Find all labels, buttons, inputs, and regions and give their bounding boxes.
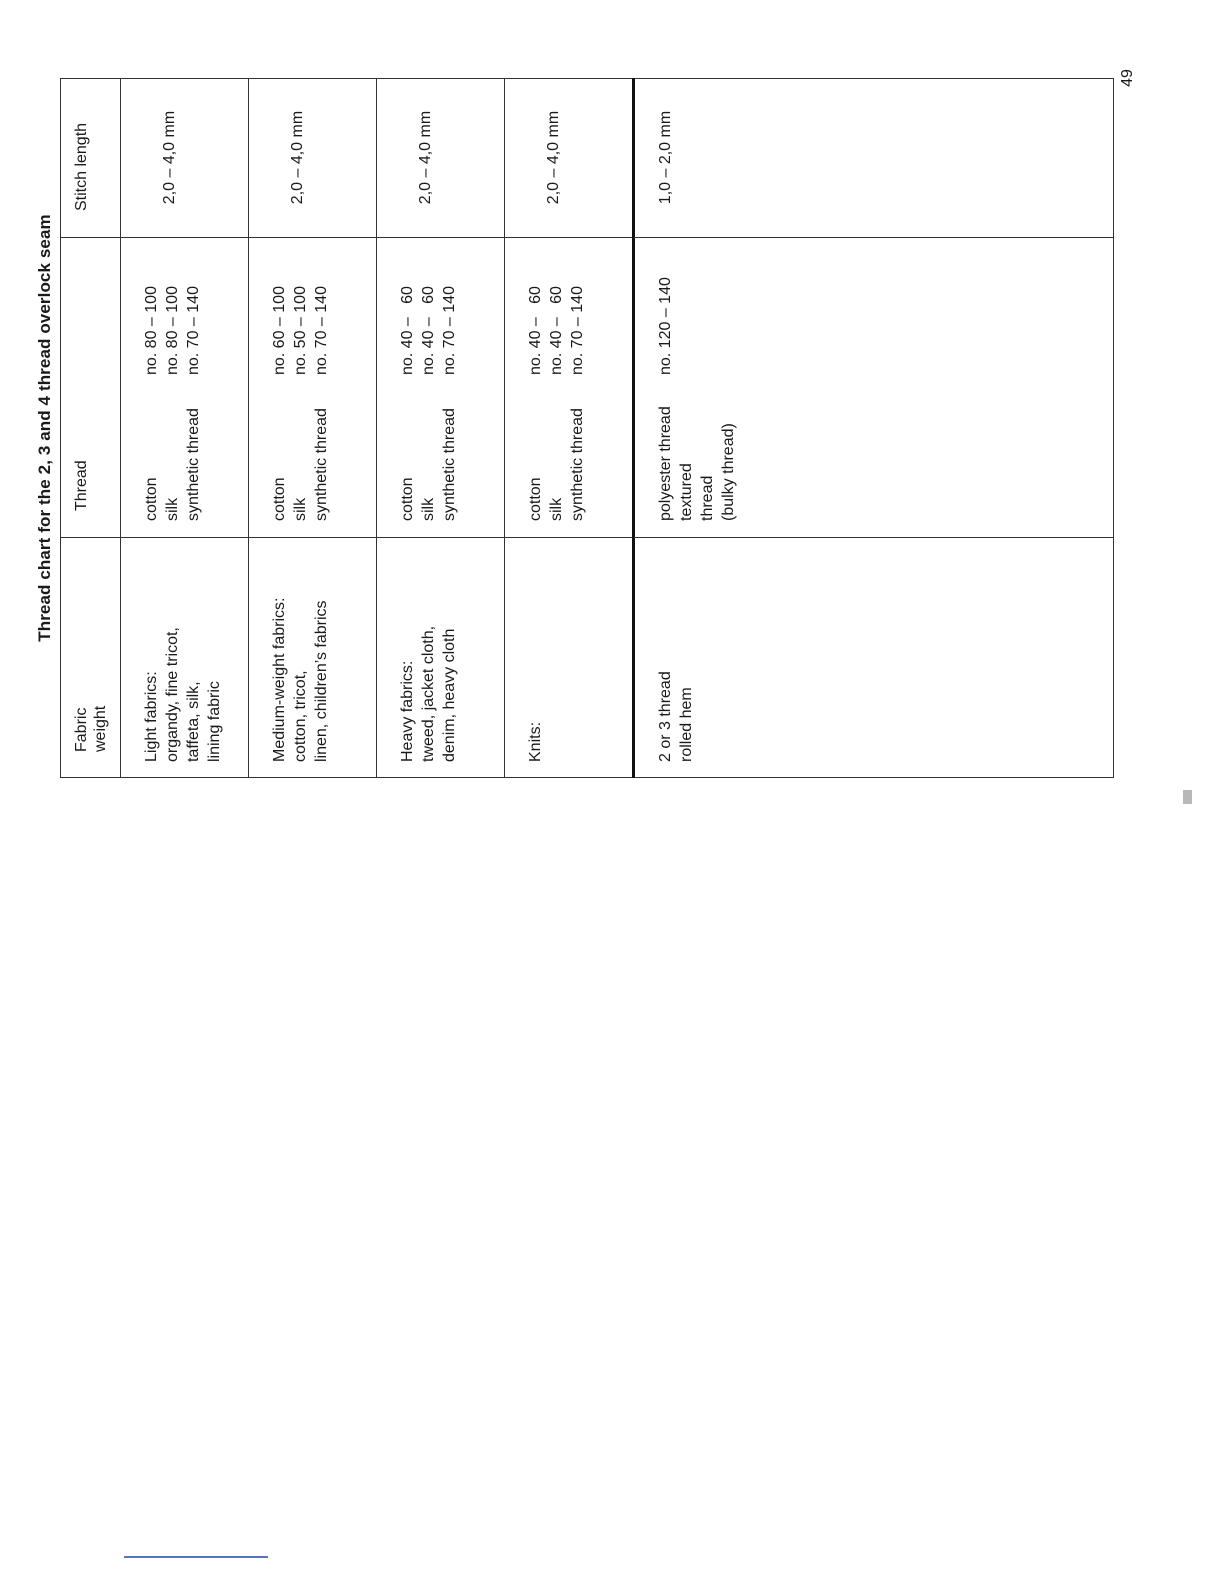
stitch-length-value: 2,0 – 4,0 mm (545, 110, 562, 205)
thread-line (269, 238, 290, 521)
fabric-line: 2 or 3 thread (657, 671, 674, 762)
thread-kind: polyester thread (657, 406, 674, 521)
thread-kind: cotton (271, 477, 288, 521)
thread-size: no. 40 – 60 (527, 286, 544, 375)
fabric-line: Light fabrics: (143, 671, 160, 762)
thread-kind: silk (292, 497, 309, 521)
thread-line (567, 238, 588, 521)
thread-line (183, 238, 204, 521)
thread-size: no. 70 – 140 (313, 286, 330, 375)
scan-speck (1183, 790, 1192, 804)
table-row-stitch (248, 78, 376, 238)
table-row-fabric (120, 538, 248, 778)
table-row-thread (376, 238, 504, 538)
thread-size: no. 40 – 60 (399, 286, 416, 375)
stitch-length-value: 1,0 – 2,0 mm (657, 110, 674, 205)
fabric-line: lining fabric (206, 681, 223, 762)
thread-kind: synthetic thread (441, 408, 458, 521)
header-fabric-line2: weight (92, 705, 109, 752)
fabric-line: denim, heavy cloth (441, 628, 458, 762)
fabric-line: organdy, fine tricot, (164, 627, 181, 762)
header-fabric-weight (60, 538, 120, 778)
fabric-line: Medium-weight fabrics: (271, 597, 288, 762)
thread-size: no. 60 – 100 (271, 286, 288, 375)
thread-kind: synthetic thread (313, 408, 330, 521)
thread-kind: synthetic thread (569, 408, 586, 521)
table-row-stitch (632, 78, 1114, 238)
table-row-stitch (120, 78, 248, 238)
thread-line (439, 238, 460, 521)
bottom-rule (124, 1556, 268, 1558)
header-stitch-length (60, 78, 120, 238)
thread-kind: cotton (143, 477, 160, 521)
thread-line (718, 238, 739, 521)
thread-kind: textured (678, 463, 695, 521)
table-row-fabric (376, 538, 504, 778)
thread-line (525, 238, 546, 521)
header-fabric-line1: Fabric (73, 707, 90, 752)
header-thread-label: Thread (73, 460, 90, 511)
table-row-thread (632, 238, 1114, 538)
fabric-line: rolled hem (678, 687, 695, 762)
thread-size: no. 80 – 100 (143, 286, 160, 375)
thread-line (418, 238, 439, 521)
table-row-thread (120, 238, 248, 538)
thread-line (676, 238, 697, 521)
thread-size: no. 70 – 140 (569, 286, 586, 375)
thread-kind: silk (548, 497, 565, 521)
thread-size: no. 70 – 140 (185, 286, 202, 375)
page-number: 49 (1119, 69, 1136, 87)
thread-line (290, 238, 311, 521)
table-row-thread (248, 238, 376, 538)
thread-size: no. 80 – 100 (164, 286, 181, 375)
thread-chart-rotated (30, 78, 1114, 778)
thread-size: no. 40 – 60 (420, 286, 437, 375)
thread-line (162, 238, 183, 521)
thread-kind: synthetic thread (185, 408, 202, 521)
fabric-line: linen, children’s fabrics (313, 600, 330, 762)
thread-line (697, 238, 718, 521)
stitch-length-value: 2,0 – 4,0 mm (417, 110, 434, 205)
fabric-line: Heavy fabrics: (399, 660, 416, 762)
thread-line (311, 238, 332, 521)
header-stitch-label: Stitch length (73, 122, 90, 211)
stitch-length-value: 2,0 – 4,0 mm (289, 110, 306, 205)
table-row-fabric (248, 538, 376, 778)
thread-kind: thread (699, 475, 716, 521)
header-thread (60, 238, 120, 538)
thread-kind: (bulky thread) (720, 423, 737, 521)
table-row-thread (504, 238, 632, 538)
thread-size: no. 120 – 140 (657, 277, 674, 375)
thread-line (397, 238, 418, 521)
stitch-length-value: 2,0 – 4,0 mm (161, 110, 178, 205)
thread-line (546, 238, 567, 521)
table-row-fabric (504, 538, 632, 778)
chart-title: Thread chart for the 2, 3 and 4 thread overlock seam (35, 214, 54, 642)
thread-kind: silk (420, 497, 437, 521)
fabric-line: taffeta, silk, (185, 681, 202, 762)
fabric-line: tweed, jacket cloth, (420, 625, 437, 762)
table-row-fabric (632, 538, 1114, 778)
thread-size: no. 50 – 100 (292, 286, 309, 375)
thread-line (141, 238, 162, 521)
thread-size: no. 40 – 60 (548, 286, 565, 375)
table-row-stitch (376, 78, 504, 238)
fabric-line: Knits: (527, 721, 544, 762)
table-row-stitch (504, 78, 632, 238)
thread-line (655, 238, 676, 521)
fabric-line: cotton, tricot, (292, 670, 309, 762)
thread-kind: cotton (527, 477, 544, 521)
thread-kind: cotton (399, 477, 416, 521)
thread-size: no. 70 – 140 (441, 286, 458, 375)
thread-kind: silk (164, 497, 181, 521)
